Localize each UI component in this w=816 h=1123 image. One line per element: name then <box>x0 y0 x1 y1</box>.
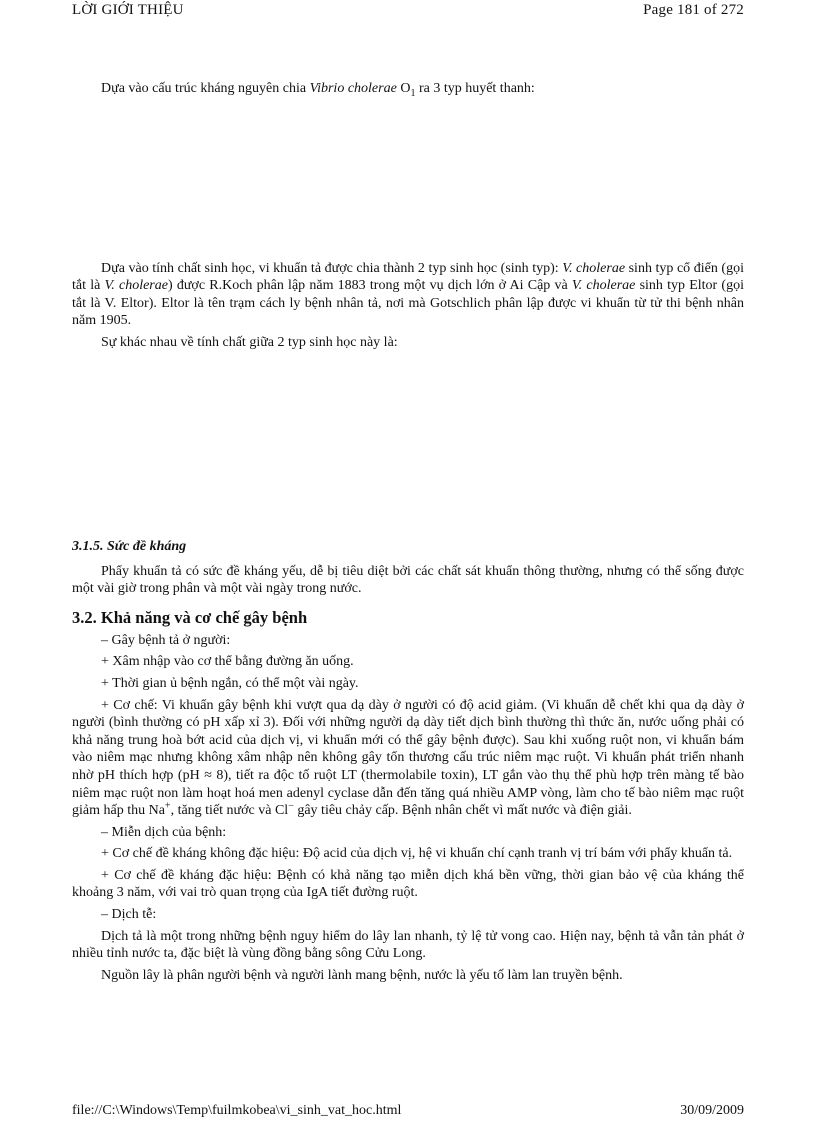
intro-paragraph <box>72 80 744 98</box>
immunity-title: – Miễn dịch của bệnh: <box>101 824 227 840</box>
section-3-2-title: 3.2. Khả năng và cơ chế gây bệnh <box>72 607 308 627</box>
biotype-text-2: sinh typ cổ điển (gọi tắt là <box>72 260 744 294</box>
print-date: 30/09/2009 <box>680 1103 744 1118</box>
intro-o-letter: O <box>396 81 411 96</box>
file-path: file://C:\Windows\Temp\fuilmkobea\vi_sinh_vat_hoc.html <box>72 1103 402 1118</box>
pathogenesis-line-1: – Gây bệnh tả ở người: <box>101 632 231 648</box>
mechanism-text-b: , tăng tiết nước và Cl <box>170 803 289 819</box>
page-number: Page 181 of 272 <box>643 2 744 18</box>
transmission-source: Nguồn lây là phân người bệnh và người lành mang bệnh, nước là yếu tố làm lan truyền bệnh. <box>101 967 623 983</box>
section-3-1-5-body: Phẩy khuẩn tả có sức đề kháng yếu, dễ bị tiêu diệt bởi các chất sát khuẩn thông thường, nhưng có thể sống được một vài giờ trong phân và một vài ngày trong nước. <box>72 563 744 597</box>
mechanism-paragraph <box>72 697 744 820</box>
biotype-paragraph <box>72 260 744 330</box>
document-body <box>72 80 744 984</box>
intro-text-before: Dựa vào cấu trúc kháng nguyên chia <box>101 81 310 96</box>
intro-species: Vibrio cholerae <box>309 81 397 96</box>
pathogenesis-line-3: + Thời gian ủ bệnh ngắn, có thể một vài ngày. <box>101 675 359 691</box>
biotype-species-3: V. cholerae <box>571 278 636 294</box>
sodium-superscript: + <box>164 800 171 812</box>
section-3-1-5-title: 3.1.5. Sức đề kháng <box>72 538 187 554</box>
epidemiology-body: Dịch tả là một trong những bệnh nguy hiểm do lây lan nhanh, tỷ lệ tử vong cao. Hiện nay, bệnh tả vẫn tản phát ở nhiều tỉnh nước ta, đặc biệt là vùng đồng bằng sông Cửu Long. <box>72 928 744 962</box>
biotype-species-1: V. cholerae <box>562 260 626 276</box>
pathogenesis-line-2: + Xâm nhập vào cơ thể bằng đường ăn uống. <box>101 654 354 670</box>
mechanism-text-c: gây tiêu chảy cấp. Bệnh nhân chết vì mất nước và điện giải. <box>293 803 632 819</box>
biotype-species-2: V. cholerae <box>104 278 168 294</box>
header-title: LỜI GIỚI THIỆU <box>72 2 184 18</box>
biotype-text-3: ) được R.Koch phân lập năm 1883 trong một vụ dịch lớn ở Ai Cập và <box>167 278 572 294</box>
biotype-text-1: Dựa vào tính chất sinh học, vi khuẩn tả được chia thành 2 typ sinh học (sinh typ): <box>101 260 563 276</box>
biotype-text-4: sinh typ Eltor (gọi tắt là V. Eltor). Eltor là tên trạm cách ly bệnh nhân tả, nơi mà Gotschlich phân lập được vi khuẩn từ tử thi bệnh nhân năm 1905. <box>72 278 744 329</box>
biotype-difference: Sự khác nhau về tính chất giữa 2 typ sinh học này là: <box>101 334 398 350</box>
immunity-nonspecific: + Cơ chế đề kháng không đặc hiệu: Độ acid của dịch vị, hệ vi khuẩn chí cạnh tranh vị trí bám với phẩy khuẩn tả. <box>101 846 733 862</box>
epidemiology-title: – Dịch tễ: <box>101 907 157 923</box>
intro-text-after: ra 3 typ huyết thanh: <box>415 81 535 96</box>
chloride-superscript: − <box>288 800 294 812</box>
intro-subscript: 1 <box>410 87 416 99</box>
mechanism-text-a: + Cơ chế: Vi khuẩn gây bệnh khi vượt qua dạ dày ở người có độ acid giảm. (Vi khuẩn dễ chết khi qua dạ dày ở người (bình thường có pH xấp xỉ 3). Đối với những người dạ dày tiết dịch bình thường thì thức ăn, nước uống phải có khả năng trung hoà bớt acid của dịch vị, vi khuẩn mới có thể gây bệnh được). Sau khi xuống ruột non, vi khuẩn bám vào niêm mạc nhưng không xâm nhập nên không gây tổn thương cấu trúc niêm mạc ruột. Vi khuẩn phát triển nhanh nhờ pH thích hợp (pH ≈ 8), tiết ra độc tố ruột LT (thermolabile toxin), LT gắn vào thụ thể phù hợp trên màng tế bào niêm mạc ruột non làm hoạt hoá men adenyl cyclase dẫn đến tăng quá nhiều AMP vòng, làm cho tế bào niêm mạc ruột giảm hấp thu Na <box>72 697 744 819</box>
immunity-specific: + Cơ chế đề kháng đặc hiệu: Bệnh có khả năng tạo miễn dịch khá bền vững, thời gian bảo vệ của kháng thể khoảng 3 năm, với vai trò quan trọng của IgA tiết đường ruột. <box>72 867 744 901</box>
